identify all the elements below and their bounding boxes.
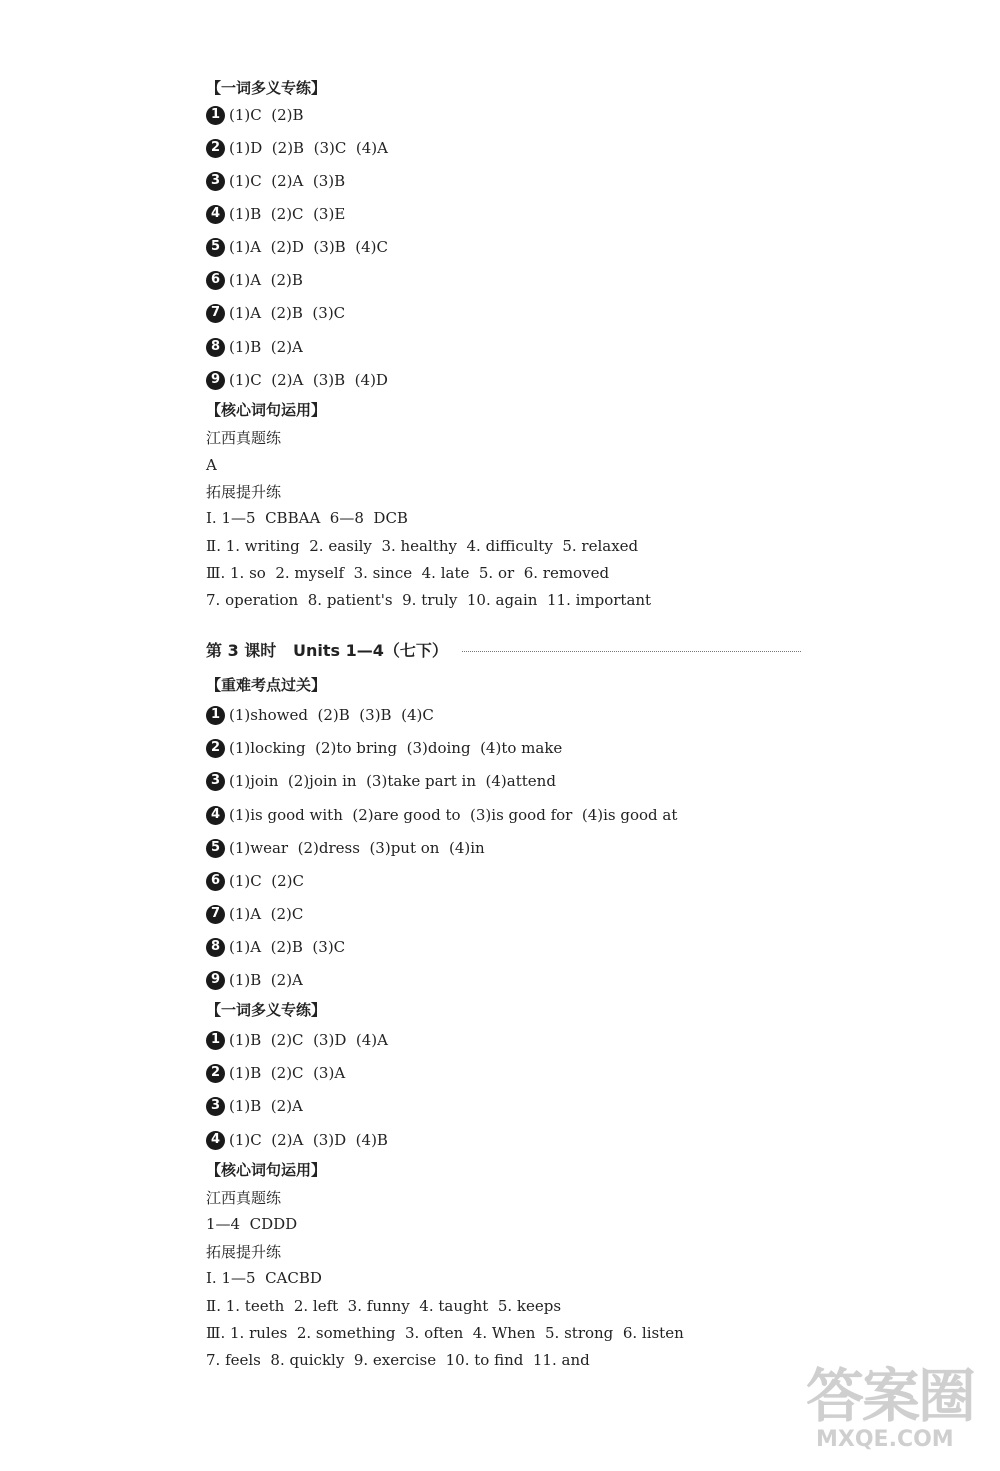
answer-text: (1)B (2)C (3)E — [229, 205, 346, 223]
number-badge: 1 — [206, 706, 225, 725]
answer-item — [206, 204, 345, 224]
number-badge: 3 — [206, 772, 225, 791]
answer-item — [206, 1096, 303, 1116]
number-badge: 2 — [206, 139, 225, 158]
section-heading: 【核心词句运用】 — [206, 401, 327, 419]
answer-text: (1)B (2)C (3)D (4)A — [229, 1031, 388, 1049]
answer-item — [206, 1030, 388, 1050]
answer-text: (1)showed (2)B (3)B (4)C — [229, 706, 434, 724]
answer-text: (1)C (2)C — [229, 872, 304, 890]
answer-line: Ⅲ. 1. rules 2. something 3. often 4. When 5. strong 6. listen — [206, 1324, 684, 1342]
answer-line: Ⅱ. 1. writing 2. easily 3. healthy 4. difficulty 5. relaxed — [206, 537, 639, 555]
answer-text: (1)wear (2)dress (3)put on (4)in — [229, 839, 485, 857]
answer-item — [206, 771, 556, 791]
watermark-url: MXQE.COM — [816, 1427, 954, 1452]
number-badge: 7 — [206, 905, 225, 924]
answer-item — [206, 1063, 345, 1083]
answer-text: (1)C (2)A (3)D (4)B — [229, 1131, 388, 1149]
answer-item — [206, 805, 677, 825]
number-badge: 2 — [206, 739, 225, 758]
number-badge: 1 — [206, 106, 225, 125]
section-heading: 【核心词句运用】 — [206, 1161, 327, 1179]
answer-text: (1)D (2)B (3)C (4)A — [229, 139, 388, 157]
answer-item — [206, 904, 303, 924]
answer-item — [206, 937, 345, 957]
subsection-label: 江西真题练 — [206, 429, 282, 447]
number-badge: 8 — [206, 338, 225, 357]
answer-item — [206, 138, 388, 158]
answer-text: (1)B (2)A — [229, 971, 303, 989]
answer-text: (1)B (2)A — [229, 1097, 303, 1115]
number-badge: 3 — [206, 1097, 225, 1116]
subsection-label: 江西真题练 — [206, 1189, 282, 1207]
answer-text: (1)C (2)B — [229, 106, 304, 124]
dotted-rule — [462, 651, 801, 652]
number-badge: 1 — [206, 1031, 225, 1050]
section-heading: 【重难考点过关】 — [206, 676, 327, 694]
answer-text: A — [206, 456, 217, 474]
answer-text: (1)is good with (2)are good to (3)is good for (4)is good at — [229, 806, 678, 824]
answer-item — [206, 838, 485, 858]
answer-line: 7. operation 8. patient's 9. truly 10. again 11. important — [206, 591, 652, 609]
answer-text: (1)A (2)B (3)C — [229, 304, 346, 322]
answer-item — [206, 370, 388, 390]
answer-text: (1)C (2)A (3)B (4)D — [229, 371, 388, 389]
answer-text: (1)locking (2)to bring (3)doing (4)to make — [229, 739, 563, 757]
answer-item — [206, 738, 562, 758]
answer-item — [206, 105, 304, 125]
answer-item — [206, 705, 434, 725]
answer-item — [206, 171, 345, 191]
number-badge: 5 — [206, 238, 225, 257]
number-badge: 7 — [206, 304, 225, 323]
number-badge: 5 — [206, 839, 225, 858]
answer-item — [206, 270, 303, 290]
answer-text: (1)B (2)C (3)A — [229, 1064, 346, 1082]
number-badge: 4 — [206, 205, 225, 224]
section-heading: 【一词多义专练】 — [206, 1001, 327, 1019]
answer-text: (1)join (2)join in (3)take part in (4)attend — [229, 772, 556, 790]
answer-line: Ⅰ. 1—5 CBBAA 6—8 DCB — [206, 509, 408, 527]
number-badge: 2 — [206, 1064, 225, 1083]
answer-text: (1)A (2)C — [229, 905, 304, 923]
section-heading: 【一词多义专练】 — [206, 79, 327, 97]
watermark-text: 答案圈 — [806, 1362, 975, 1430]
lesson-title-text: 第 3 课时 Units 1—4（七下） — [206, 641, 448, 660]
number-badge: 4 — [206, 806, 225, 825]
answer-item — [206, 337, 303, 357]
answer-item — [206, 303, 345, 323]
answer-text: (1)C (2)A (3)B — [229, 172, 346, 190]
subsection-label: 拓展提升练 — [206, 1243, 282, 1261]
answer-text: (1)A (2)B (3)C — [229, 938, 346, 956]
answer-text: (1)A (2)B — [229, 271, 303, 289]
answer-text: (1)B (2)A — [229, 338, 303, 356]
number-badge: 8 — [206, 938, 225, 957]
answer-item — [206, 237, 388, 257]
lesson-title — [206, 638, 801, 661]
number-badge: 4 — [206, 1131, 225, 1150]
number-badge: 9 — [206, 371, 225, 390]
number-badge: 6 — [206, 872, 225, 891]
subsection-label: 拓展提升练 — [206, 483, 282, 501]
number-badge: 9 — [206, 971, 225, 990]
answer-line: 7. feels 8. quickly 9. exercise 10. to find 11. and — [206, 1351, 590, 1369]
number-badge: 3 — [206, 172, 225, 191]
watermark-logo — [798, 1349, 986, 1459]
answer-text: (1)A (2)D (3)B (4)C — [229, 238, 388, 256]
number-badge: 6 — [206, 271, 225, 290]
answer-item — [206, 1130, 388, 1150]
answer-line: Ⅰ. 1—5 CACBD — [206, 1269, 322, 1287]
answer-line: Ⅱ. 1. teeth 2. left 3. funny 4. taught 5. keeps — [206, 1297, 562, 1315]
answer-text: 1—4 CDDD — [206, 1215, 298, 1233]
answer-item — [206, 871, 304, 891]
answer-item — [206, 970, 303, 990]
answer-line: Ⅲ. 1. so 2. myself 3. since 4. late 5. or 6. removed — [206, 564, 610, 582]
